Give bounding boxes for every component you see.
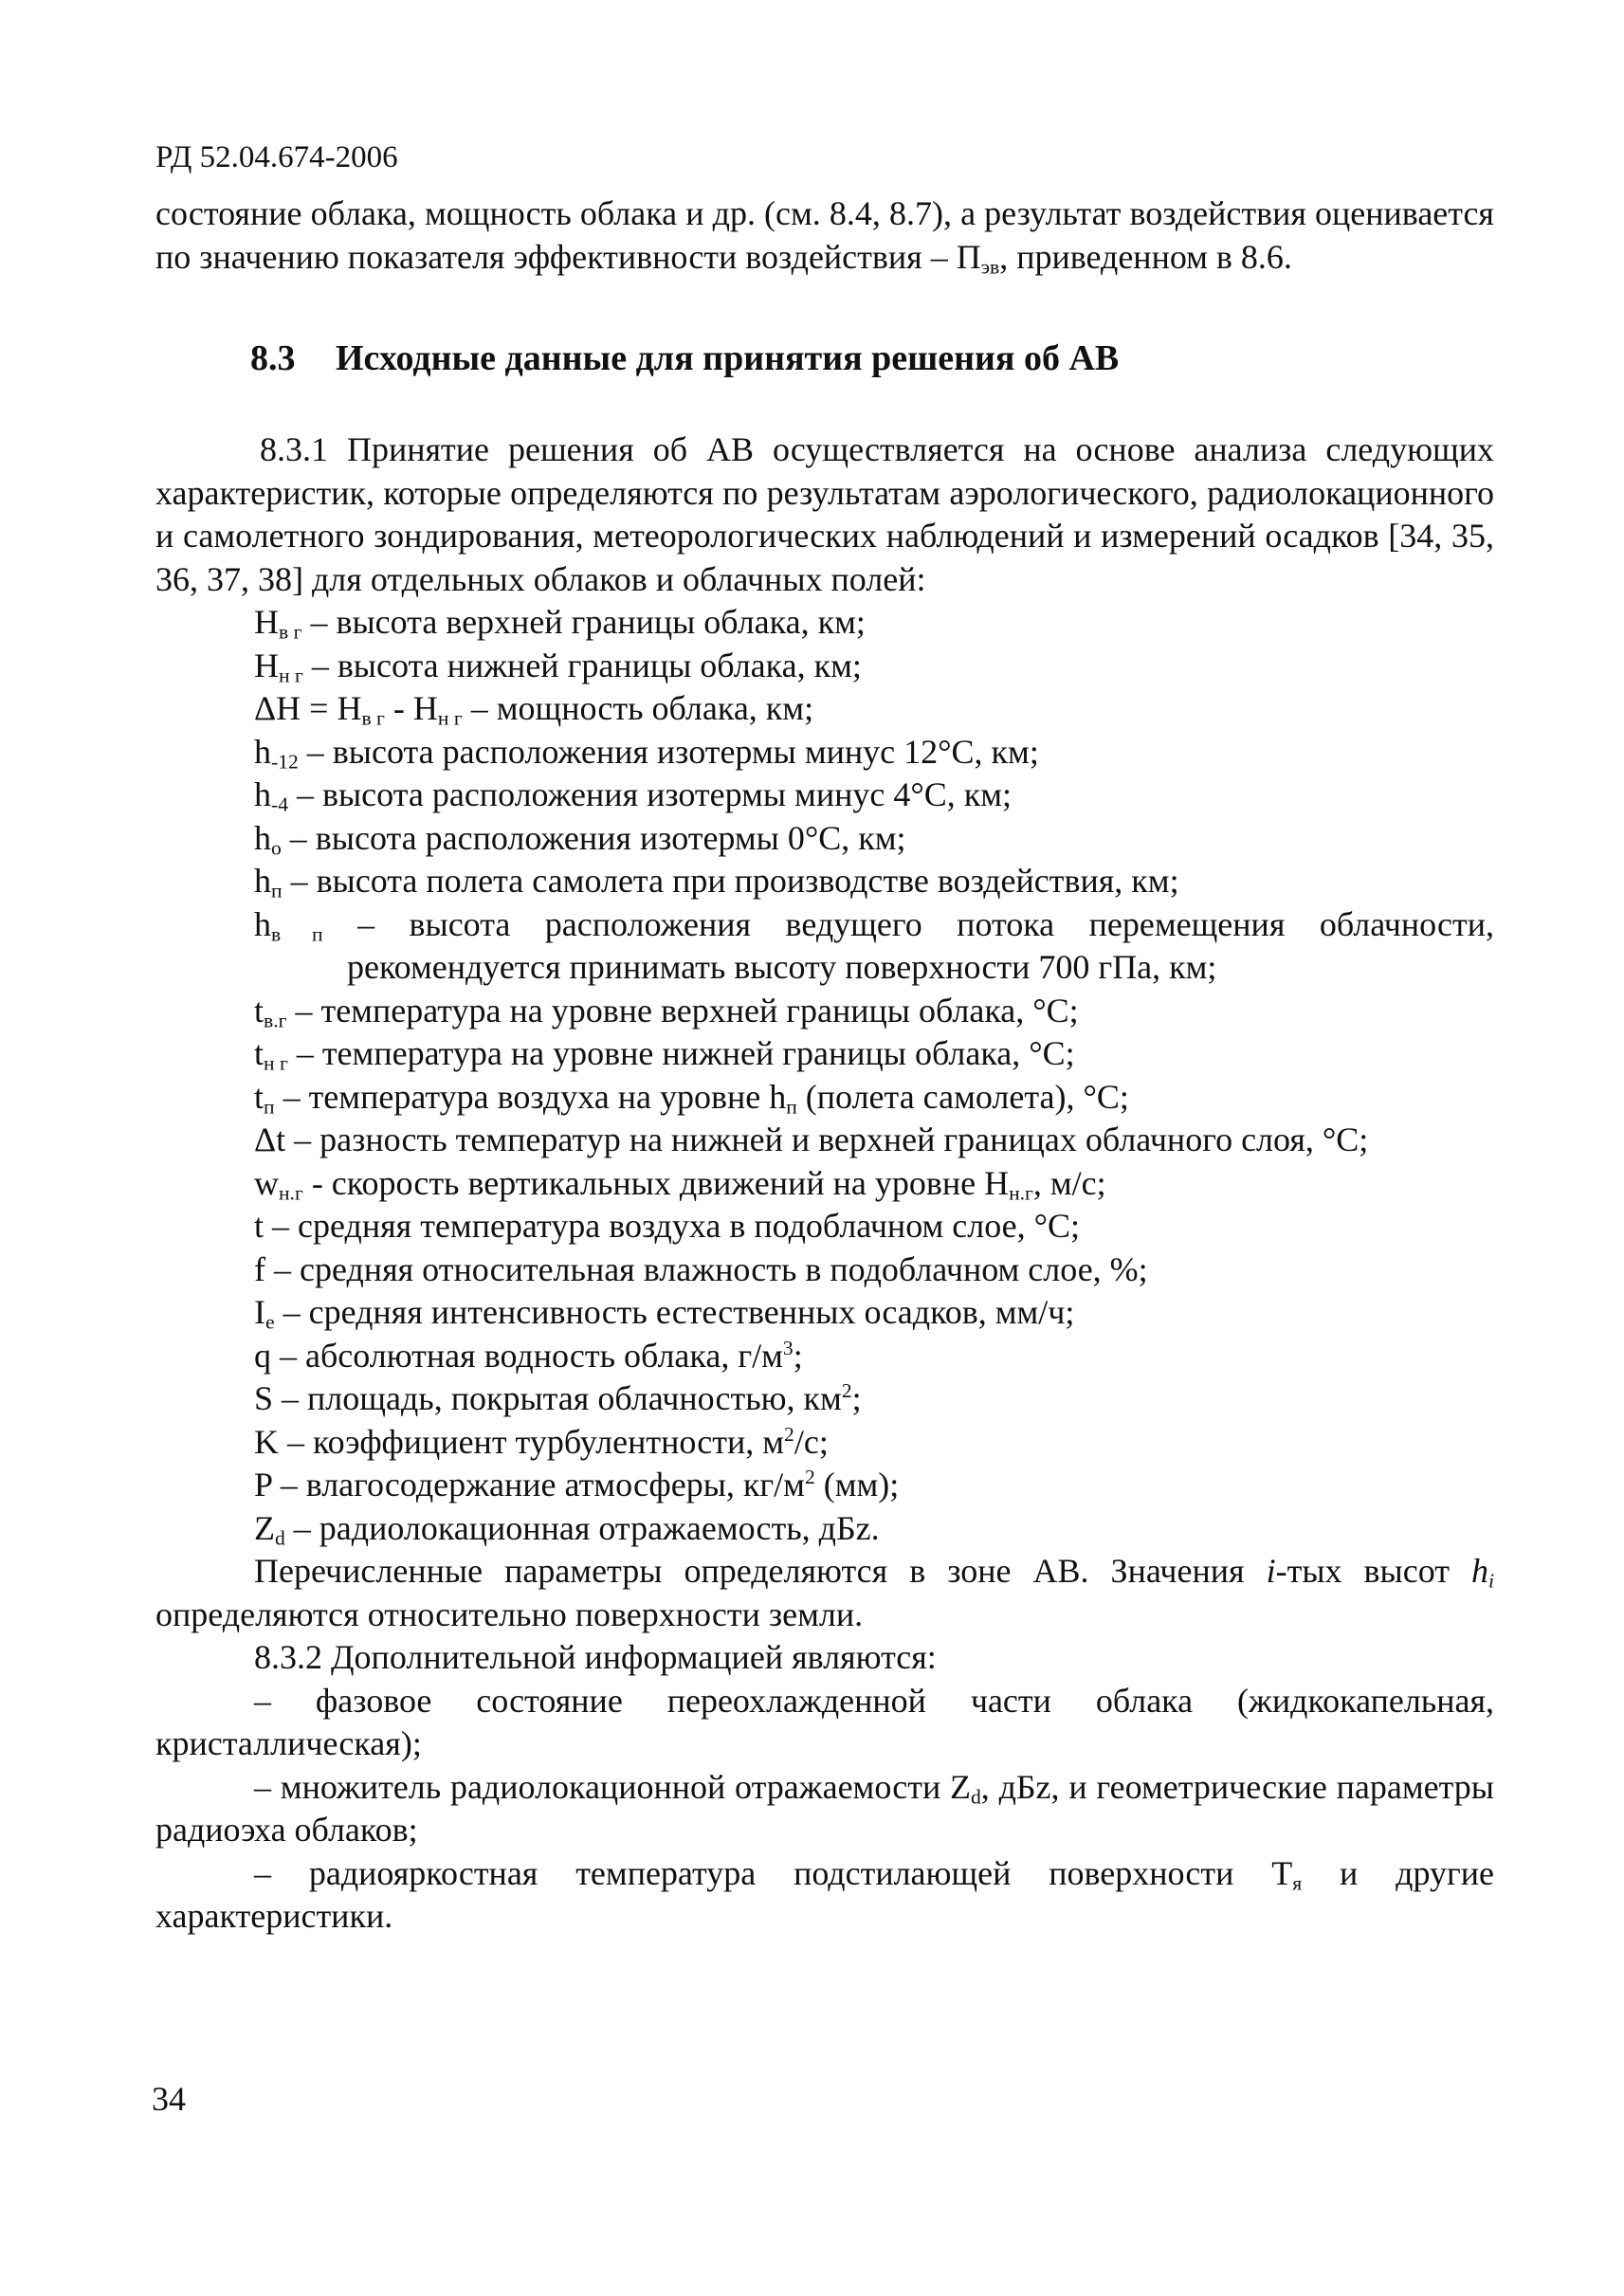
param-item: $\Delta H = H_{в г} - H_{н г}$ – мощность облака, км; [254,689,814,730]
param-item: $Z_d$ – радиолокационная отражаемость, дБz. [254,1508,880,1549]
param-item: $h_{в п}$ – высота расположения ведущего потока перемещения облачности, [254,904,1494,945]
param-item: q – абсолютная водность облака, $г/м^3$; [254,1336,803,1375]
additional-item: – фазовое состояние переохлажденной части облака (жидкокапельная, кристаллическая); [155,1681,1494,1762]
param-item: $h_о$ – высота расположения изотермы 0°С, км; [254,818,906,859]
section-number: 8.3 [250,338,296,378]
parameter-list [254,601,1494,1550]
param-item: $H_{в г}$ – высота верхней границы облака, км; [254,603,866,644]
additional-item: – множитель радиолокационной отражаемости $Z_d$, дБz, и геометрические параметры радиоэха облаков; [155,1767,1494,1849]
param-item: $h_{-12}$ – высота расположения изотермы минус 12°С, км; [254,732,1039,773]
param-item: $t_{в.г}$ – температура на уровне верхней границы облака, °С; [254,991,1079,1031]
paragraph-after-params: Перечисленные параметры определяются в зоне АВ. Значения i-тых высот $h_i$ определяются относительно поверхности земли. [155,1552,1494,1633]
param-item: f – средняя относительная влажность в подоблачном слое, %; [254,1249,1148,1288]
param-item: $h_п$ – высота полета самолета при производстве воздействия, км; [254,862,1179,902]
paragraph-8-3-2: 8.3.2 Дополнительной информацией являются: [254,1638,937,1676]
param-item-continuation: рекомендуется принимать высоту поверхности 700 гПа, км; [347,948,1217,986]
param-item: K – коэффициент турбулентности, $м^2/с$; [254,1422,829,1461]
document-code-header: РД 52.04.674-2006 [155,140,398,174]
additional-item: – радиояркостная температура подстилающей поверхности $T_я$ и другие характеристики. [155,1853,1494,1935]
param-item: $w_{н.г}$ - скорость вертикальных движений на уровне $H_{н.г}$, м/с; [254,1163,1106,1204]
page-content [155,192,1494,1939]
param-item: Δt – разность температур на нижней и верхней границах облачного слоя, °С; [254,1121,1369,1158]
param-item: t – средняя температура воздуха в подоблачном слое, °С; [254,1207,1081,1245]
param-item: $t_{н г}$ – температура на уровне нижней границы облака, °С; [254,1034,1075,1075]
paragraph-8-3-1: 8.3.1 Принятие решения об АВ осуществляется на основе анализа следующих характеристик, которые определяются по результатам аэрологического, радиолокационного и самолетного зондирования, метеорологических наблюдений и измерений осадков [34, 35, 36, 37, 38] для отдельных облаков и облачных полей: [155,430,1494,598]
param-item: $t_п$ – температура воздуха на уровне $h_п$ (полета самолета), °С; [254,1077,1129,1118]
param-item: $I_е$ – средняя интенсивность естественных осадков, мм/ч; [254,1293,1075,1334]
param-item: $H_{н г}$ – высота нижней границы облака, км; [254,646,862,686]
param-item: $h_{-4}$ – высота расположения изотермы минус 4°С, км; [254,775,1013,816]
section-title: Исходные данные для принятия решения об АВ [336,338,1120,378]
page-number: 34 [152,2080,186,2118]
intro-paragraph: состояние облака, мощность облака и др. (см. 8.4, 8.7), а результат воздействия оценивается по значению показателя эффективности воздействия – $П_{эв}$, приведенном в 8.6. [155,194,1494,278]
param-item: P – влагосодержание атмосферы, $кг/м^2$ (мм); [254,1466,900,1503]
section-heading [250,336,1494,381]
param-item: S – площадь, покрытая облачностью, $км^2$; [254,1379,862,1417]
